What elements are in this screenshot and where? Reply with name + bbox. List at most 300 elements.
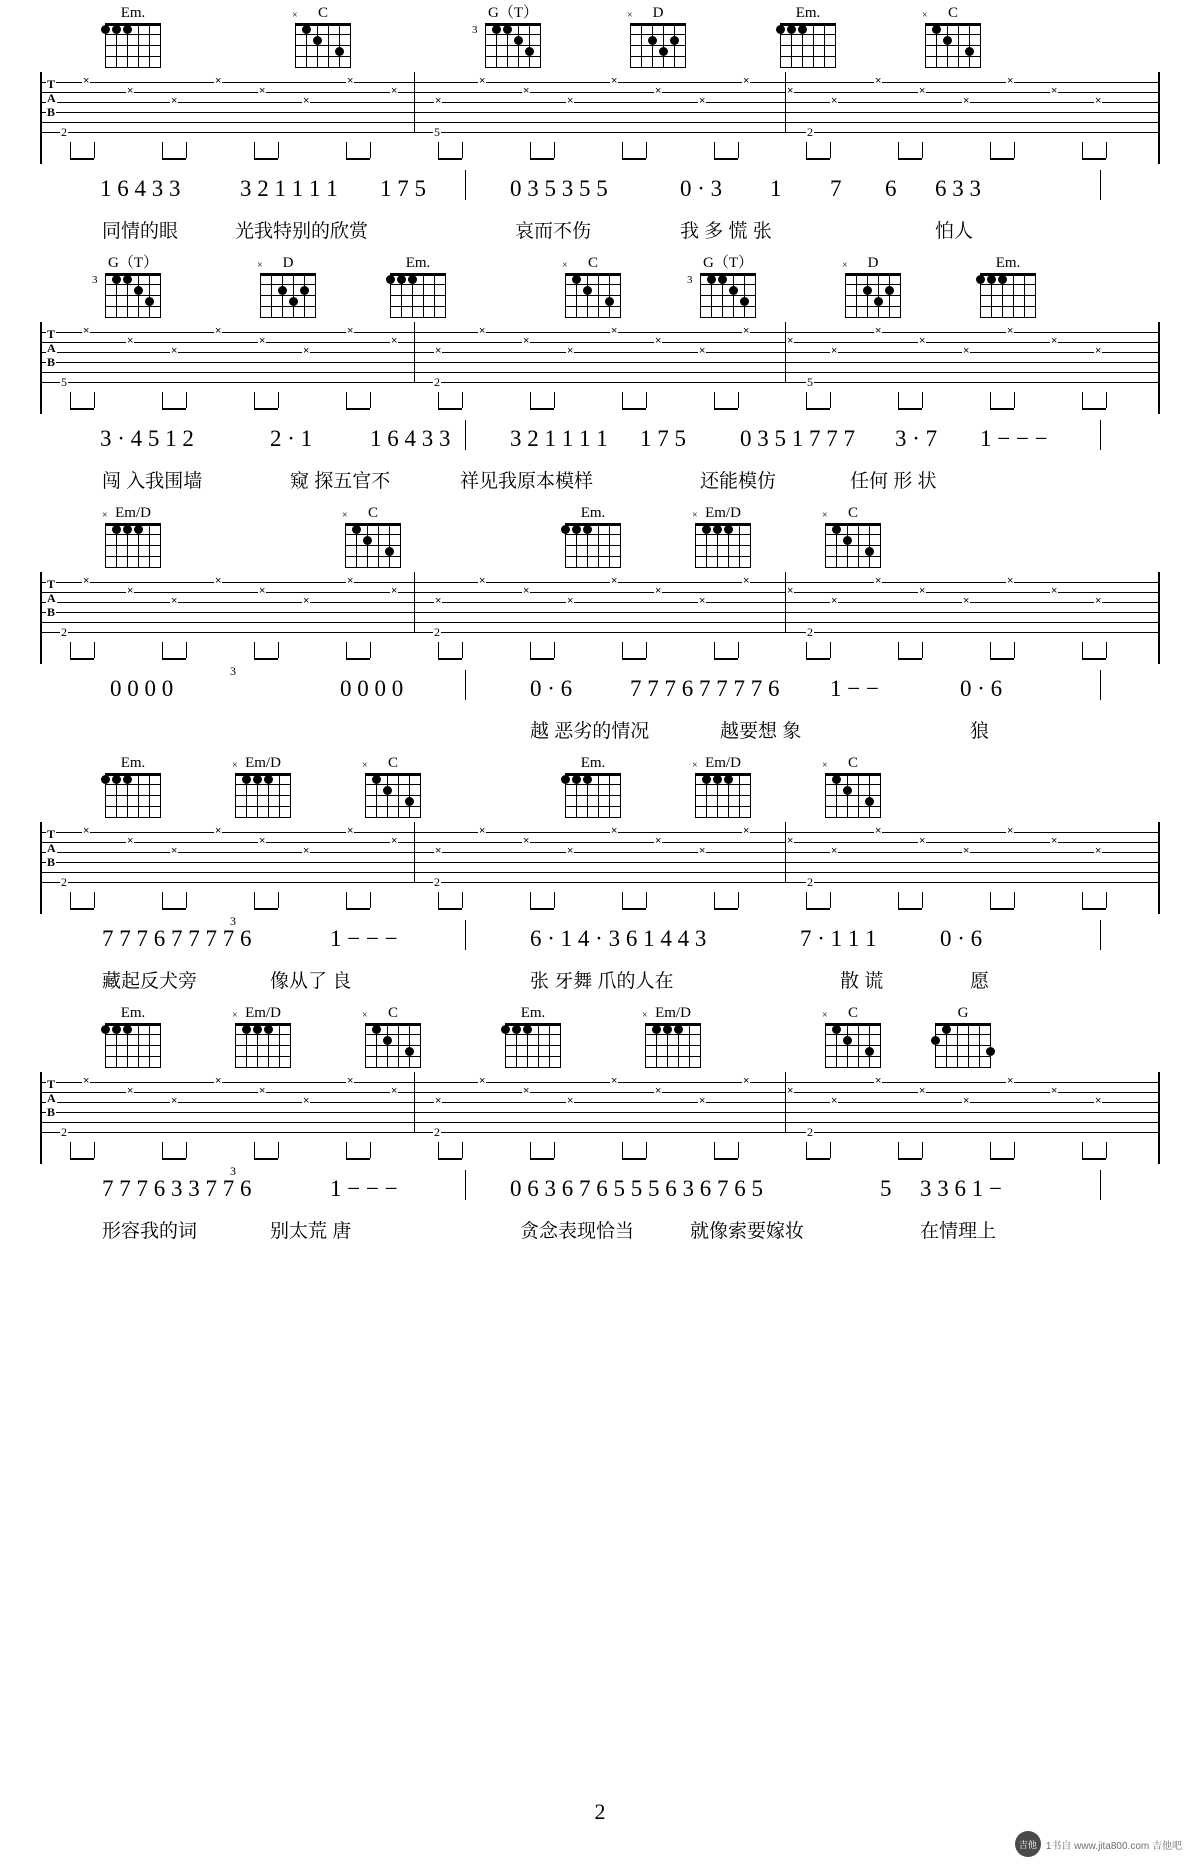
tab-clef-letter: A bbox=[47, 341, 56, 355]
tab-mute-mark: × bbox=[259, 835, 266, 847]
tab-mute-mark: × bbox=[567, 595, 574, 607]
lyric-segment: 藏起反犬旁 bbox=[102, 971, 198, 992]
chord-name: C bbox=[317, 5, 328, 21]
tab-mute-mark: × bbox=[347, 325, 354, 337]
watermark-text: 1书自 www.jita800.com 吉他吧 bbox=[1045, 1840, 1182, 1852]
tab-mute-mark: × bbox=[611, 325, 618, 337]
chord-row bbox=[40, 250, 1160, 322]
tab-mute-mark: × bbox=[171, 95, 178, 107]
tab-mute-mark: × bbox=[875, 575, 882, 587]
chord-name: G（T） bbox=[703, 255, 753, 271]
melody-barline bbox=[1100, 920, 1101, 950]
chord-box bbox=[625, 6, 691, 67]
lyric-row bbox=[40, 466, 1160, 500]
tab-mute-mark: × bbox=[127, 1085, 134, 1097]
chord-name: C bbox=[387, 755, 398, 771]
lyric-segment: 形容我的词 bbox=[102, 1221, 198, 1242]
chord-box bbox=[840, 256, 906, 317]
tab-mute-mark: × bbox=[347, 575, 354, 587]
chord-name: Em/D bbox=[245, 755, 281, 771]
tab-mute-mark: × bbox=[567, 845, 574, 857]
chord-diagram: × bbox=[295, 23, 351, 67]
tab-mute-mark: × bbox=[1007, 1075, 1014, 1087]
chord-box bbox=[560, 256, 626, 317]
tab-fret-number: 5 bbox=[807, 375, 813, 389]
chord-diagram: × bbox=[365, 773, 421, 817]
tab-mute-mark: × bbox=[171, 1095, 178, 1107]
chord-name: Em. bbox=[795, 5, 821, 21]
melody-segment: 3 2 1 1 1 1 bbox=[510, 426, 608, 451]
melody-barline bbox=[465, 170, 466, 200]
lyric-segment: 任何 形 状 bbox=[850, 471, 937, 492]
melody-barline bbox=[1100, 670, 1101, 700]
music-system bbox=[40, 0, 1160, 250]
chord-diagram bbox=[505, 1023, 561, 1067]
tab-clef-letter: B bbox=[47, 855, 56, 869]
tab-mute-mark: × bbox=[259, 585, 266, 597]
tab-mute-mark: × bbox=[655, 585, 662, 597]
lyric-row bbox=[40, 1216, 1160, 1250]
tab-mute-mark: × bbox=[391, 835, 398, 847]
tab-mute-mark: × bbox=[831, 345, 838, 357]
tab-fret-number: 2 bbox=[807, 625, 813, 639]
melody-segment: 1 − − − bbox=[330, 1176, 398, 1201]
tab-clef-letter: A bbox=[47, 591, 56, 605]
tab-mute-mark: × bbox=[303, 595, 310, 607]
tab-fret-number: 5 bbox=[434, 125, 440, 139]
lyric-segment: 像从了 良 bbox=[270, 971, 352, 992]
melody-segment: 0 · 6 bbox=[960, 676, 1003, 701]
chord-diagram: × bbox=[565, 273, 621, 317]
tab-fret-number: 2 bbox=[434, 875, 440, 889]
tab-mute-mark: × bbox=[567, 95, 574, 107]
chord-diagram: × bbox=[105, 523, 161, 567]
tab-mute-mark: × bbox=[1007, 825, 1014, 837]
melody-segment: 3 3 6 1 − bbox=[920, 1176, 1002, 1201]
tab-fret-number: 2 bbox=[434, 375, 440, 389]
tab-mute-mark: × bbox=[963, 845, 970, 857]
tab-mute-mark: × bbox=[259, 1085, 266, 1097]
chord-diagram bbox=[105, 1023, 161, 1067]
chord-diagram bbox=[935, 1023, 991, 1067]
tab-mute-mark: × bbox=[787, 585, 794, 597]
chord-box bbox=[820, 1006, 886, 1067]
tab-mute-mark: × bbox=[655, 85, 662, 97]
tab-mute-mark: × bbox=[963, 95, 970, 107]
tab-mute-mark: × bbox=[831, 595, 838, 607]
chord-box bbox=[690, 506, 756, 567]
tab-mute-mark: × bbox=[259, 85, 266, 97]
tab-mute-mark: × bbox=[435, 95, 442, 107]
tab-mute-mark: × bbox=[699, 595, 706, 607]
chord-box bbox=[687, 255, 761, 317]
lyric-segment: 就像索要嫁妆 bbox=[690, 1221, 805, 1242]
melody-segment: 3 · 7 bbox=[895, 426, 938, 451]
chord-diagram: × bbox=[695, 773, 751, 817]
tab-mute-mark: × bbox=[83, 75, 90, 87]
tab-mute-mark: × bbox=[391, 85, 398, 97]
chord-name: Em. bbox=[120, 755, 146, 771]
chord-diagram: × bbox=[235, 1023, 291, 1067]
tab-clef-letter: B bbox=[47, 355, 56, 369]
chord-box bbox=[290, 6, 356, 67]
chord-name: G（T） bbox=[108, 255, 158, 271]
lyric-segment: 愿 bbox=[970, 971, 990, 992]
lyric-row bbox=[40, 716, 1160, 750]
tab-mute-mark: × bbox=[391, 1085, 398, 1097]
chord-name: D bbox=[282, 255, 294, 271]
chord-diagram: 3 bbox=[700, 273, 756, 317]
tab-mute-mark: × bbox=[83, 325, 90, 337]
chord-name: C bbox=[847, 755, 858, 771]
lyric-segment: 窥 探五官不 bbox=[290, 471, 391, 492]
tab-mute-mark: × bbox=[1051, 85, 1058, 97]
tab-mute-mark: × bbox=[215, 325, 222, 337]
melody-segment: 6 · 1 4 · 3 6 1 4 4 3 bbox=[530, 926, 707, 951]
chord-box bbox=[255, 256, 321, 317]
lyric-segment: 张 牙舞 爪的人在 bbox=[530, 971, 674, 992]
tab-mute-mark: × bbox=[347, 75, 354, 87]
tab-mute-mark: × bbox=[1007, 75, 1014, 87]
chord-diagram: × bbox=[925, 23, 981, 67]
chord-box bbox=[820, 756, 886, 817]
tab-mute-mark: × bbox=[567, 1095, 574, 1107]
tab-clef-letter: T bbox=[47, 577, 56, 591]
melody-segment: 3 · 4 5 1 2 bbox=[100, 426, 194, 451]
lyric-segment: 越要想 象 bbox=[720, 721, 802, 742]
tab-clef-letter: T bbox=[47, 77, 56, 91]
tab-mute-mark: × bbox=[171, 595, 178, 607]
chord-box bbox=[230, 756, 296, 817]
chord-name: Em. bbox=[120, 1005, 146, 1021]
melody-segment: 3 2 1 1 1 1 bbox=[240, 176, 338, 201]
chord-name: Em/D bbox=[115, 505, 151, 521]
lyric-segment: 散 谎 bbox=[840, 971, 884, 992]
melody-row bbox=[40, 164, 1160, 216]
chord-diagram: × bbox=[630, 23, 686, 67]
melody-segment: 5 bbox=[880, 1176, 892, 1201]
chord-name: Em/D bbox=[245, 1005, 281, 1021]
lyric-segment: 闯 入我围墙 bbox=[102, 471, 203, 492]
triplet-marker: 3 bbox=[230, 1164, 236, 1178]
tab-mute-mark: × bbox=[919, 335, 926, 347]
tab-mute-mark: × bbox=[831, 1095, 838, 1107]
lyric-segment: 在情理上 bbox=[920, 1221, 997, 1242]
melody-row bbox=[40, 1164, 1160, 1216]
tab-mute-mark: × bbox=[303, 1095, 310, 1107]
chord-name: G bbox=[957, 1005, 969, 1021]
chord-diagram: × bbox=[845, 273, 901, 317]
tab-mute-mark: × bbox=[875, 325, 882, 337]
tab-mute-mark: × bbox=[1051, 585, 1058, 597]
tab-mute-mark: × bbox=[831, 845, 838, 857]
chord-diagram bbox=[980, 273, 1036, 317]
chord-diagram bbox=[780, 23, 836, 67]
chord-box bbox=[100, 6, 166, 67]
tab-mute-mark: × bbox=[523, 585, 530, 597]
music-system bbox=[40, 500, 1160, 750]
melody-segment: 7 · 1 1 1 bbox=[800, 926, 877, 951]
chord-box bbox=[360, 756, 426, 817]
tab-mute-mark: × bbox=[699, 345, 706, 357]
chord-row bbox=[40, 0, 1160, 72]
tab-clef-letter: B bbox=[47, 105, 56, 119]
tab-mute-mark: × bbox=[127, 335, 134, 347]
tab-mute-mark: × bbox=[743, 575, 750, 587]
tab-clef-letter: T bbox=[47, 1077, 56, 1091]
melody-segment: 6 3 3 bbox=[935, 176, 981, 201]
tab-mute-mark: × bbox=[347, 1075, 354, 1087]
chord-name: C bbox=[847, 1005, 858, 1021]
chord-box bbox=[385, 256, 451, 317]
tab-mute-mark: × bbox=[83, 1075, 90, 1087]
tab-mute-mark: × bbox=[127, 85, 134, 97]
tab-fret-number: 2 bbox=[807, 875, 813, 889]
chord-name: Em. bbox=[405, 255, 431, 271]
tab-mute-mark: × bbox=[435, 345, 442, 357]
chord-box bbox=[100, 756, 166, 817]
lyric-segment: 还能模仿 bbox=[700, 471, 777, 492]
chord-diagram: × bbox=[645, 1023, 701, 1067]
chord-name: C bbox=[367, 505, 378, 521]
watermark bbox=[1015, 1831, 1182, 1857]
chord-name: D bbox=[867, 255, 879, 271]
tab-mute-mark: × bbox=[699, 1095, 706, 1107]
tab-mute-mark: × bbox=[611, 825, 618, 837]
tab-staff bbox=[40, 72, 1160, 164]
melody-segment: 7 7 7 6 3 3 7 7 6 bbox=[102, 1176, 252, 1201]
lyric-segment: 贪念表现恰当 bbox=[520, 1221, 635, 1242]
lyric-segment: 我 多 慌 张 bbox=[680, 221, 772, 242]
tab-mute-mark: × bbox=[127, 585, 134, 597]
tab-mute-mark: × bbox=[171, 845, 178, 857]
chord-diagram: × bbox=[345, 523, 401, 567]
melody-segment: 0 · 6 bbox=[940, 926, 983, 951]
tab-fret-number: 2 bbox=[61, 125, 67, 139]
tab-mute-mark: × bbox=[831, 95, 838, 107]
tab-staff bbox=[40, 822, 1160, 914]
tab-clef-letter: B bbox=[47, 1105, 56, 1119]
chord-box bbox=[640, 1006, 706, 1067]
tab-mute-mark: × bbox=[963, 1095, 970, 1107]
chord-box bbox=[360, 1006, 426, 1067]
tab-mute-mark: × bbox=[1051, 835, 1058, 847]
tab-mute-mark: × bbox=[479, 825, 486, 837]
tab-mute-mark: × bbox=[567, 345, 574, 357]
melody-segment: 0 0 0 0 bbox=[340, 676, 404, 701]
lyric-row bbox=[40, 216, 1160, 250]
chord-box bbox=[340, 506, 406, 567]
tab-fret-number: 2 bbox=[434, 1125, 440, 1139]
melody-segment: 0 3 5 1 7 7 7 bbox=[740, 426, 855, 451]
tab-mute-mark: × bbox=[1095, 95, 1102, 107]
melody-barline bbox=[465, 420, 466, 450]
tab-mute-mark: × bbox=[743, 75, 750, 87]
tab-clef-letter: A bbox=[47, 1091, 56, 1105]
melody-segment: 0 · 6 bbox=[530, 676, 573, 701]
tab-mute-mark: × bbox=[919, 835, 926, 847]
melody-segment: 1 bbox=[770, 176, 782, 201]
tab-mute-mark: × bbox=[743, 1075, 750, 1087]
chord-diagram bbox=[105, 773, 161, 817]
melody-barline bbox=[465, 920, 466, 950]
tab-mute-mark: × bbox=[787, 1085, 794, 1097]
tab-mute-mark: × bbox=[479, 325, 486, 337]
chord-row bbox=[40, 1000, 1160, 1072]
tab-fret-number: 2 bbox=[61, 1125, 67, 1139]
tab-mute-mark: × bbox=[655, 1085, 662, 1097]
tab-mute-mark: × bbox=[435, 1095, 442, 1107]
tab-mute-mark: × bbox=[479, 575, 486, 587]
chord-box bbox=[775, 6, 841, 67]
tab-mute-mark: × bbox=[523, 835, 530, 847]
chord-box bbox=[100, 506, 166, 567]
tab-mute-mark: × bbox=[743, 325, 750, 337]
tab-fret-number: 2 bbox=[434, 625, 440, 639]
tab-fret-number: 2 bbox=[807, 125, 813, 139]
tab-mute-mark: × bbox=[303, 345, 310, 357]
triplet-marker: 3 bbox=[230, 914, 236, 928]
tab-mute-mark: × bbox=[83, 575, 90, 587]
chord-box bbox=[930, 1006, 996, 1067]
melody-segment: 0 6 3 6 7 6 5 5 5 6 3 6 7 6 5 bbox=[510, 1176, 763, 1201]
lyric-segment: 越 恶劣的情况 bbox=[530, 721, 650, 742]
tab-mute-mark: × bbox=[1007, 325, 1014, 337]
chord-box bbox=[975, 256, 1041, 317]
tab-mute-mark: × bbox=[391, 335, 398, 347]
tab-mute-mark: × bbox=[1095, 345, 1102, 357]
chord-diagram: × bbox=[260, 273, 316, 317]
chord-row bbox=[40, 750, 1160, 822]
triplet-marker: 3 bbox=[230, 664, 236, 678]
tab-staff bbox=[40, 572, 1160, 664]
chord-diagram: × bbox=[235, 773, 291, 817]
tab-mute-mark: × bbox=[655, 835, 662, 847]
chord-box bbox=[92, 255, 166, 317]
chord-diagram: × bbox=[365, 1023, 421, 1067]
tab-staff bbox=[40, 1072, 1160, 1164]
lyric-segment: 怕人 bbox=[935, 221, 974, 242]
chord-diagram bbox=[565, 773, 621, 817]
tab-fret-number: 2 bbox=[61, 625, 67, 639]
tab-mute-mark: × bbox=[435, 845, 442, 857]
tab-mute-mark: × bbox=[875, 1075, 882, 1087]
melody-row bbox=[40, 414, 1160, 466]
tab-mute-mark: × bbox=[787, 85, 794, 97]
tab-mute-mark: × bbox=[523, 85, 530, 97]
chord-diagram bbox=[390, 273, 446, 317]
tab-mute-mark: × bbox=[347, 825, 354, 837]
chord-diagram: × bbox=[695, 523, 751, 567]
tab-mute-mark: × bbox=[435, 595, 442, 607]
tab-mute-mark: × bbox=[919, 585, 926, 597]
chord-box bbox=[472, 5, 546, 67]
chord-name: Em/D bbox=[705, 505, 741, 521]
tab-clef-letter: T bbox=[47, 327, 56, 341]
tab-fret-number: 2 bbox=[61, 875, 67, 889]
chord-name: Em. bbox=[580, 505, 606, 521]
chord-diagram: 3 bbox=[485, 23, 541, 67]
chord-name: G（T） bbox=[488, 5, 538, 21]
tab-mute-mark: × bbox=[171, 345, 178, 357]
tab-mute-mark: × bbox=[479, 1075, 486, 1087]
chord-name: Em. bbox=[520, 1005, 546, 1021]
melody-segment: 0 3 5 3 5 5 bbox=[510, 176, 608, 201]
tab-mute-mark: × bbox=[699, 95, 706, 107]
watermark-logo: 吉他 bbox=[1015, 1831, 1041, 1857]
tab-clef-letter: T bbox=[47, 827, 56, 841]
tab-mute-mark: × bbox=[1095, 845, 1102, 857]
tab-mute-mark: × bbox=[1007, 575, 1014, 587]
chord-box bbox=[230, 1006, 296, 1067]
chord-diagram bbox=[565, 523, 621, 567]
chord-name: Em. bbox=[120, 5, 146, 21]
tab-mute-mark: × bbox=[611, 1075, 618, 1087]
chord-box bbox=[560, 756, 626, 817]
tab-mute-mark: × bbox=[963, 345, 970, 357]
lyric-segment: 祥见我原本模样 bbox=[460, 471, 594, 492]
chord-row bbox=[40, 500, 1160, 572]
melody-segment: 1 7 5 bbox=[640, 426, 686, 451]
chord-box bbox=[920, 6, 986, 67]
tab-mute-mark: × bbox=[611, 575, 618, 587]
melody-barline bbox=[465, 670, 466, 700]
lyric-segment: 同情的眼 bbox=[102, 221, 179, 242]
melody-segment: 0 0 0 0 bbox=[110, 676, 174, 701]
chord-diagram: × bbox=[825, 523, 881, 567]
melody-segment: 1 7 5 bbox=[380, 176, 426, 201]
tab-mute-mark: × bbox=[259, 335, 266, 347]
chord-diagram: 3 bbox=[105, 273, 161, 317]
melody-segment: 7 7 7 6 7 7 7 7 6 bbox=[102, 926, 252, 951]
tab-mute-mark: × bbox=[875, 75, 882, 87]
melody-barline bbox=[1100, 170, 1101, 200]
tab-mute-mark: × bbox=[787, 335, 794, 347]
tab-mute-mark: × bbox=[1051, 1085, 1058, 1097]
tab-mute-mark: × bbox=[83, 825, 90, 837]
chord-name: C bbox=[947, 5, 958, 21]
tab-mute-mark: × bbox=[215, 1075, 222, 1087]
chord-name: Em/D bbox=[705, 755, 741, 771]
music-system bbox=[40, 250, 1160, 500]
tab-mute-mark: × bbox=[919, 1085, 926, 1097]
melody-barline bbox=[465, 1170, 466, 1200]
tab-mute-mark: × bbox=[303, 95, 310, 107]
melody-segment: 7 7 7 6 7 7 7 7 6 bbox=[630, 676, 780, 701]
lyric-segment: 光我特别的欣赏 bbox=[235, 221, 369, 242]
melody-row bbox=[40, 914, 1160, 966]
tab-staff bbox=[40, 322, 1160, 414]
melody-barline bbox=[1100, 420, 1101, 450]
tab-mute-mark: × bbox=[523, 1085, 530, 1097]
tab-clef-letter: B bbox=[47, 605, 56, 619]
tab-mute-mark: × bbox=[391, 585, 398, 597]
chord-box bbox=[560, 506, 626, 567]
chord-name: Em. bbox=[580, 755, 606, 771]
chord-diagram: × bbox=[825, 773, 881, 817]
tab-mute-mark: × bbox=[699, 845, 706, 857]
tab-mute-mark: × bbox=[215, 825, 222, 837]
tab-mute-mark: × bbox=[127, 835, 134, 847]
tab-mute-mark: × bbox=[919, 85, 926, 97]
chord-name: Em. bbox=[995, 255, 1021, 271]
tab-mute-mark: × bbox=[523, 335, 530, 347]
tab-mute-mark: × bbox=[215, 575, 222, 587]
tab-mute-mark: × bbox=[963, 595, 970, 607]
melody-segment: 1 − − bbox=[830, 676, 879, 701]
tab-mute-mark: × bbox=[215, 75, 222, 87]
melody-segment: 1 − − − bbox=[330, 926, 398, 951]
